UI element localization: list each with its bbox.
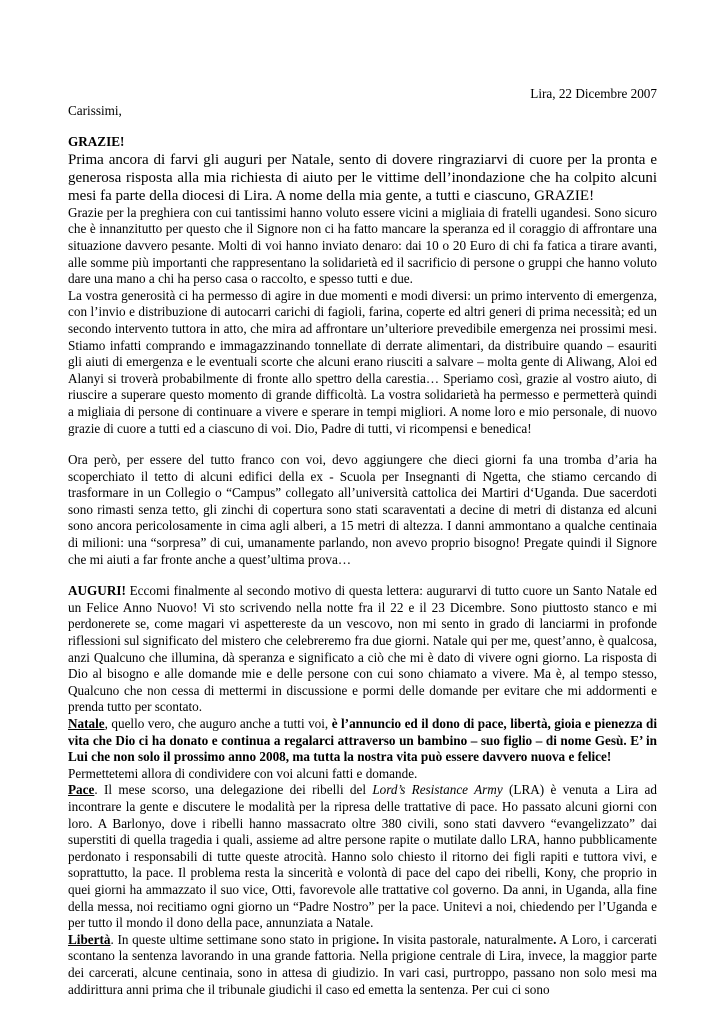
liberta-text-1: . In queste ultime settimane sono stato in prigione xyxy=(110,931,376,947)
pace-text-2: (LRA) è venuta a Lira ad incontrare la gente e discutere le modalità per la ripresa delle trattative di pace. Ho passato alcuni giorni con loro. A Barlonyo, dove i ribelli hanno massacrato oltre 380 civili, sono stati davvero “evangelizzato” dai superstiti di quella tragedia i quali, assieme ad altre persone rapite o mutilate dallo LRA, hanno pubblicamente perdonato i responsabili di tutte queste atrocità. Hanno solo chiesto il ritorno dei figli rapiti e tuttora vivi, e soprattutto, la pace. Il problema resta la sincerità e volontà di pace del capo dei ribelli, Kony, che proprio in quei giorni ha ammazzato il suo vice, Otti, favorevole alle trattative col governo. Da anni, in Uganda, alla fine della messa, noi recitiamo ogni giorno un “Padre Nostro” per la pace. Unitevi a noi, chiedendo per l’Uganda e per tutto il mondo il dono della pace, annunziata a Natale. xyxy=(68,782,657,931)
grazie-intro: Prima ancora di farvi gli auguri per Natale, sento di dovere ringraziarvi di cuore per la pronta e generosa risposta alla mia richiesta di aiuto per le vittime dell’inondazione che ha colpito alcuni mesi fa parte della diocesi di Lira. A nome della mia gente, a tutti e ciascuno, GRAZIE! xyxy=(68,151,657,204)
paragraph-generosita: La vostra generosità ci ha permesso di agire in due momenti e modi diversi: un primo intervento di emergenza, con l’invio e distribuzione di autocarri carichi di fagioli, farina, coperte ed altri generi di prima necessità; ed un secondo intervento tuttora in atto, che mira ad affrontare un’ulteriore prevedibile emergenza nei prossimi mesi. Stiamo infatti comprando e immagazzinando tonnellate di derrate alimentari, da distribuire quando – esauriti gli aiuti di emergenza e le eventuali scorte che alcuni erano riusciti a salvare – molta gente di Aliwang, Aloi ed Alanyi si troverà probabilmente di fronte allo spettro della carestia… Speriamo così, grazie al vostro aiuto, di riuscire a superare questo momento di grande difficoltà. La vostra solidarietà ha permesso e permetterà quindi a migliaia di persone di continuare a vivere e sperare in tempi migliori. A nome loro e mio personale, di nuovo grazie di cuore a tutti ed a ciascuno di voi. Dio, Padre di tutti, vi ricompensi e benedica! xyxy=(68,287,657,436)
natale-bold: è l’annuncio ed il dono di pace, libertà, gioia e pienezza di vita che Dio ci ha donato e continua a regalarci attraverso un bambino – suo figlio – di nome Gesù. E’ in Lui che non solo il prossimo anno 2008, ma tutta la nostra vita può essere davvero nuova e felice! xyxy=(68,716,657,765)
liberta-text-3: A Loro, i carcerati scontano la sentenza lavorando in una grande fattoria. Nella prigione centrale di Lira, invece, la maggior parte dei carcerati, alcune centinaia, sono in attesa di giudizio. In vari casi, purtroppo, passano non solo mesi ma addirittura anni prima che il tribunale giudichi il caso ed emetta la sentenza. Per cui ci sono xyxy=(68,931,657,997)
pace-italic: Lord’s Resistance Army xyxy=(372,782,503,798)
letter-date: Lira, 22 Dicembre 2007 xyxy=(530,86,657,101)
liberta-dot-2: . xyxy=(553,931,557,947)
liberta-label: Libertà xyxy=(68,931,111,947)
pace-label: Pace xyxy=(68,782,95,798)
paragraph-auguri xyxy=(68,583,657,716)
paragraph-tromba: Ora però, per essere del tutto franco con voi, devo aggiungere che dieci giorni fa una tromba d’aria ha scoperchiato il tetto di alcuni edifici della ex - Scuola per Insegnanti di Ngetta, che stiamo cercando di trasformare in un Collegio o “Campus” collegato all’università cattolica dei Martiri d‘Uganda. Due sacerdoti sono rimasti senza tetto, gli zinchi di copertura sono stati scaraventati a decine di metri di distanza ed alcuni sono ancora pericolosamente in cima agli alberi, a 15 metri di altezza. I danni ammontano a qualche centinaia di milioni: una “sorpresa” di cui, umanamente parlando, non avevo proprio bisogno! Pregate quindi il Signore che mi aiuti a far fronte anche a quest’ultima prova… xyxy=(68,452,657,567)
grazie-heading xyxy=(68,134,657,151)
salutation: Carissimi, xyxy=(68,102,122,118)
natale-label: Natale xyxy=(68,716,105,731)
paragraph-natale xyxy=(68,716,657,766)
paragraph-liberta xyxy=(68,932,657,998)
pace-text-1: . Il mese scorso, una delegazione dei ribelli del xyxy=(94,782,373,798)
paragraph-preghiera: Grazie per la preghiera con cui tantissimi hanno voluto essere vicini a migliaia di fratelli ugandesi. Sono sicuro che è innanzitutto per questo che il Signore non ci ha fatto mancare la speranza ed il coraggio di affrontare una situazione davvero pesante. Molti di voi hanno inviato denaro: dai 10 o 20 Euro di chi fa fatica a tirare avanti, alle somme più importanti che rappresentano la solidarietà ed il sacrificio di persone o gruppi che hanno voluto dare una mano a chi ha perso casa o raccolto, e spesso tutti e due. xyxy=(68,204,657,287)
liberta-text-2: In visita pastorale, naturalmente xyxy=(379,931,554,947)
auguri-text: Eccomi finalmente al secondo motivo di questa lettera: augurarvi di tutto cuore un Santo Natale ed un Felice Anno Nuovo! Vi sto scrivendo nella notte fra il 22 e il 23 Dicembre. Sono piuttosto stanco e mi perdonerete se, come magari vi aspettereste da un vescovo, non mi sento in grado di lanciarmi in profonde riflessioni sul significato del mistero che celebreremo fra due giorni. Natale qui per me, quest’anno, è qualcosa, anzi Qualcuno che illumina, dà speranza e significato a ciò che mi è dato di vivere ogni giorno. La risposta di Dio al bisogno e alle domande mie e delle persone con cui sono chiamato a vivere. Ma è, al tempo stesso, Qualcuno che non cessa di mettermi in discussione e pormi delle domande per evitare che mi addormenti e prenda tutto per scontato. xyxy=(68,583,657,715)
liberta-dot-1: . xyxy=(375,931,380,947)
paragraph-pace xyxy=(68,782,657,931)
natale-plain: , quello vero, che auguro anche a tutti voi, xyxy=(104,716,332,731)
paragraph-permettetemi: Permettetemi allora di condividere con voi alcuni fatti e domande. xyxy=(68,765,418,781)
auguri-heading: AUGURI! xyxy=(68,583,126,599)
grazie-heading-text: GRAZIE! xyxy=(68,134,125,150)
